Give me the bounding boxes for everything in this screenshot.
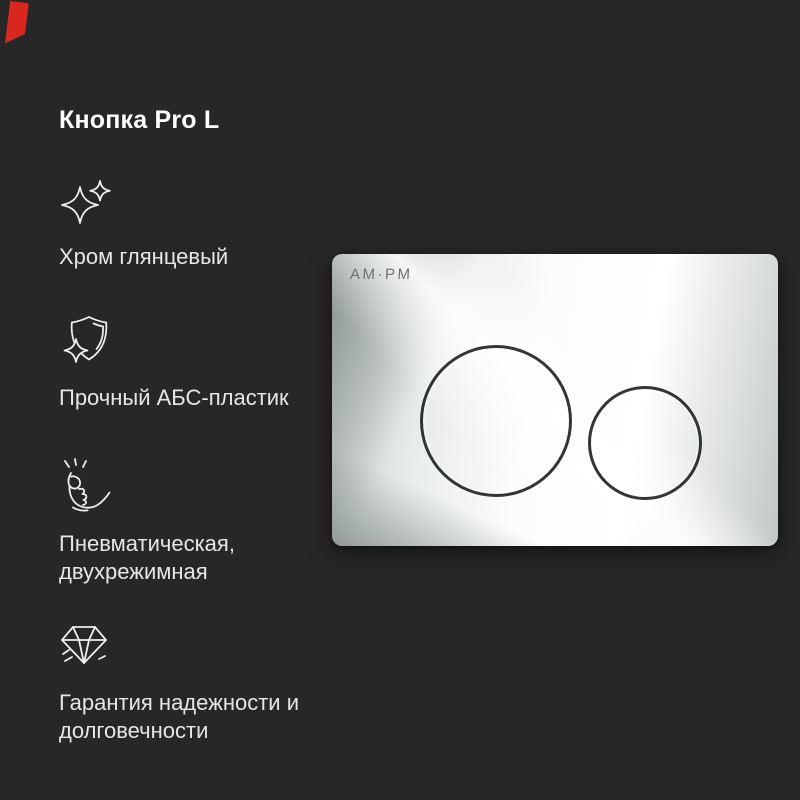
finger-snap-icon — [57, 456, 113, 512]
feature-line: Гарантия надежности и — [59, 690, 300, 715]
feature-line: Хром глянцевый — [59, 244, 229, 269]
brand-logo: AM·PM — [349, 266, 413, 283]
flush-plate-photo — [332, 254, 778, 546]
feature-line: Прочный АБС-пластик — [59, 385, 289, 410]
feature-label — [59, 243, 228, 271]
product-title: Кнопка Pro L — [59, 106, 220, 134]
feature-label — [59, 689, 299, 745]
feature-line: долговечности — [59, 718, 209, 743]
diamond-icon — [56, 618, 112, 674]
corner-ribbon-badge — [5, 1, 29, 46]
flush-button-large — [420, 345, 572, 497]
flush-button-small — [588, 386, 702, 500]
feature-label — [59, 384, 289, 412]
feature-line: Пневматическая, — [59, 531, 235, 556]
shield-star-icon — [60, 312, 116, 368]
sparkles-icon — [57, 174, 113, 230]
feature-line: двухрежимная — [59, 559, 208, 584]
feature-label — [59, 530, 235, 586]
